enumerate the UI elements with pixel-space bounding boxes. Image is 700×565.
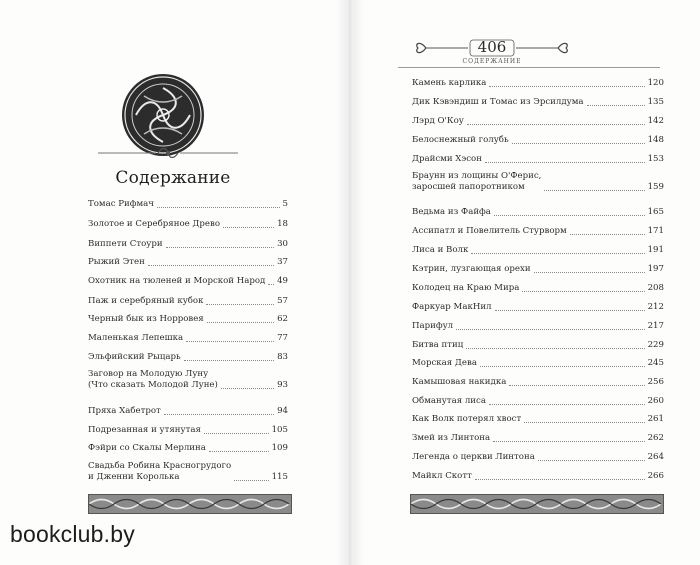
page-header xyxy=(412,36,572,60)
toc-entry-title: Ассипатл и Повелитель Стурворм xyxy=(412,226,567,236)
toc-entry-title: Браунн из лощины О'Ферис, заросшей папоротником xyxy=(412,171,542,192)
toc-entry-title: Подрезанная и утянутая xyxy=(88,425,201,435)
toc-entry-title: Битва птиц xyxy=(412,340,464,350)
leader-dots xyxy=(495,309,645,311)
toc-entry-page: 159 xyxy=(647,182,664,192)
toc-entry xyxy=(88,199,288,210)
toc-entry-title: Как Волк потерял хвост xyxy=(412,414,522,424)
leader-dots xyxy=(509,384,644,386)
toc-entry xyxy=(88,219,288,230)
leader-dots xyxy=(166,246,274,248)
leader-dots xyxy=(204,432,269,434)
leader-dots xyxy=(493,440,644,442)
toc-entry xyxy=(412,283,664,294)
toc-entry-page: 135 xyxy=(647,97,664,107)
leader-dots xyxy=(164,413,274,415)
leader-dots xyxy=(475,478,645,480)
toc-entry-page: 165 xyxy=(647,207,664,217)
toc-entry xyxy=(412,452,664,463)
toc-entry-page: 260 xyxy=(647,396,664,406)
toc-entry-title: Дик Кэвэндиш и Томас из Эрсилдума xyxy=(412,97,584,107)
toc-entry-page: 105 xyxy=(271,425,288,435)
toc-entry-page: 49 xyxy=(277,276,288,286)
toc-entry xyxy=(88,461,288,483)
toc-entry-title: Маленькая Лепешка xyxy=(88,333,184,343)
toc-entry xyxy=(412,302,664,313)
toc-entry-title: Драйсми Хэсон xyxy=(412,154,482,164)
toc-entry xyxy=(412,116,664,127)
toc-entry-title: Рыжий Этен xyxy=(88,257,145,267)
toc-entry-page: 264 xyxy=(647,452,664,462)
toc-entry-page: 18 xyxy=(277,219,288,229)
leader-dots xyxy=(489,85,644,87)
toc-entry xyxy=(412,471,664,482)
toc-entry-page: 208 xyxy=(647,283,664,293)
toc-entry-page: 217 xyxy=(647,321,664,331)
toc-entry-title: Виппети Стоури xyxy=(88,239,163,249)
toc-entry xyxy=(412,171,664,193)
toc-entry-page: 115 xyxy=(271,472,288,482)
toc-entry-title: Фаркуар МакНил xyxy=(412,302,492,312)
right-toc-list xyxy=(412,78,664,488)
toc-entry-page: 93 xyxy=(277,380,288,390)
leader-dots xyxy=(221,387,274,389)
toc-entry-title: Белоснежный голубь xyxy=(412,135,509,145)
leader-dots xyxy=(512,142,645,144)
toc-entry xyxy=(88,239,288,250)
leader-dots xyxy=(570,233,645,235)
toc-entry-page: 57 xyxy=(277,296,288,306)
toc-entry xyxy=(412,264,664,275)
toc-entry-page: 153 xyxy=(647,154,664,164)
toc-entry xyxy=(412,396,664,407)
leader-dots xyxy=(467,123,645,125)
leader-dots xyxy=(489,403,645,405)
toc-entry-title: Заговор на Молодую Луну (Что сказать Молодой Луне) xyxy=(88,369,218,390)
header-rule xyxy=(398,67,660,68)
leader-dots xyxy=(466,347,644,349)
toc-entry-title: Золотое и Серебряное Древо xyxy=(88,219,221,229)
toc-entry-title: Фэйри со Скалы Мерлина xyxy=(88,443,206,453)
toc-entry-page: 109 xyxy=(271,443,288,453)
toc-entry xyxy=(412,340,664,351)
leader-dots xyxy=(534,271,645,273)
toc-entry-page: 94 xyxy=(277,406,288,416)
toc-title: Содержание xyxy=(115,168,231,188)
toc-entry-title: Обманутая лиса xyxy=(412,396,486,406)
toc-entry-page: 262 xyxy=(647,433,664,443)
toc-entry-title: Камень карлика xyxy=(412,78,487,88)
leader-dots xyxy=(209,450,269,452)
toc-entry xyxy=(88,276,288,287)
toc-entry-title: Охотник на тюленей и Морской Народ xyxy=(88,276,266,286)
watermark: bookclub.by xyxy=(10,521,135,547)
toc-entry-title: Ведьма из Файфа xyxy=(412,207,491,217)
toc-entry xyxy=(88,314,288,325)
toc-entry-title: Морская Дева xyxy=(412,358,477,368)
leader-dots xyxy=(207,321,274,323)
toc-entry-title: Лэрд О'Коу xyxy=(412,116,464,126)
toc-entry-page: 229 xyxy=(647,340,664,350)
toc-entry-page: 148 xyxy=(647,135,664,145)
left-toc-list xyxy=(88,199,288,499)
toc-entry xyxy=(412,414,664,425)
left-ornamental-band xyxy=(88,494,292,514)
toc-entry-page: 256 xyxy=(647,377,664,387)
toc-entry-title: Эльфийский Рыцарь xyxy=(88,352,181,362)
toc-entry xyxy=(412,358,664,369)
toc-entry-title: Лиса и Волк xyxy=(412,245,469,255)
leader-dots xyxy=(480,365,645,367)
toc-entry-title: Камышовая накидка xyxy=(412,377,507,387)
toc-entry xyxy=(412,245,664,256)
toc-entry xyxy=(412,377,664,388)
leader-dots xyxy=(471,252,644,254)
leader-dots xyxy=(206,303,274,305)
toc-entry-title: Паж и серебряный кубок xyxy=(88,296,204,306)
page-number: 406 xyxy=(477,38,507,56)
toc-entry-title: Майкл Скотт xyxy=(412,471,472,481)
leader-dots xyxy=(268,283,274,285)
toc-entry xyxy=(412,226,664,237)
toc-entry-page: 245 xyxy=(647,358,664,368)
toc-entry xyxy=(412,433,664,444)
toc-entry-title: Томас Рифмач xyxy=(88,199,154,209)
leader-dots xyxy=(485,161,645,163)
leader-dots xyxy=(456,328,645,330)
toc-entry-title: Пряха Хабетрот xyxy=(88,406,161,416)
toc-entry-title: Колодец на Краю Мира xyxy=(412,283,520,293)
toc-entry-title: Свадьба Робина Красногрудого и Дженни Королька xyxy=(88,461,232,482)
toc-entry xyxy=(412,154,664,165)
leader-dots xyxy=(184,359,274,361)
toc-entry-title: Легенда о церкви Линтона xyxy=(412,452,535,462)
toc-entry-title: Кэтрин, лузгающая орехи xyxy=(412,264,531,274)
leader-dots xyxy=(234,479,268,481)
toc-entry xyxy=(412,135,664,146)
leader-dots xyxy=(522,290,644,292)
celtic-medallion-icon xyxy=(122,74,204,156)
toc-entry-page: 212 xyxy=(647,302,664,312)
toc-entry-page: 142 xyxy=(647,116,664,126)
leader-dots xyxy=(587,104,645,106)
running-head: СОДЕРЖАНИЕ xyxy=(462,58,522,65)
toc-entry xyxy=(88,296,288,307)
toc-entry-page: 30 xyxy=(277,239,288,249)
toc-entry-page: 171 xyxy=(647,226,664,236)
toc-entry xyxy=(88,425,288,436)
toc-entry-page: 62 xyxy=(277,314,288,324)
toc-entry xyxy=(88,333,288,344)
toc-entry-page: 197 xyxy=(647,264,664,274)
toc-entry xyxy=(88,369,288,391)
leader-dots xyxy=(544,189,644,191)
toc-entry xyxy=(88,352,288,363)
leader-dots xyxy=(148,264,274,266)
toc-entry-page: 83 xyxy=(277,352,288,362)
toc-entry xyxy=(88,443,288,454)
leader-dots xyxy=(157,206,280,208)
toc-entry xyxy=(412,321,664,332)
leader-dots xyxy=(186,340,274,342)
toc-entry-title: Парифул xyxy=(412,321,454,331)
right-ornamental-band xyxy=(410,494,664,514)
toc-entry-page: 37 xyxy=(277,257,288,267)
leader-dots xyxy=(223,226,274,228)
toc-entry-title: Змей из Линтона xyxy=(412,433,491,443)
leader-dots xyxy=(524,421,644,423)
toc-entry-page: 77 xyxy=(277,333,288,343)
toc-entry-page: 261 xyxy=(647,414,664,424)
toc-entry-page: 120 xyxy=(647,78,664,88)
toc-entry xyxy=(88,257,288,268)
title-ornament-rule xyxy=(98,146,238,160)
toc-entry xyxy=(412,97,664,108)
toc-entry xyxy=(412,207,664,218)
leader-dots xyxy=(494,214,645,216)
toc-entry-title: Черный бык из Норровея xyxy=(88,314,204,324)
toc-entry-page: 191 xyxy=(647,245,664,255)
book-gutter xyxy=(336,0,364,565)
leader-dots xyxy=(538,459,645,461)
toc-entry-page: 266 xyxy=(647,471,664,481)
toc-entry xyxy=(412,78,664,89)
toc-entry xyxy=(88,406,288,417)
toc-entry-page: 5 xyxy=(282,199,288,209)
